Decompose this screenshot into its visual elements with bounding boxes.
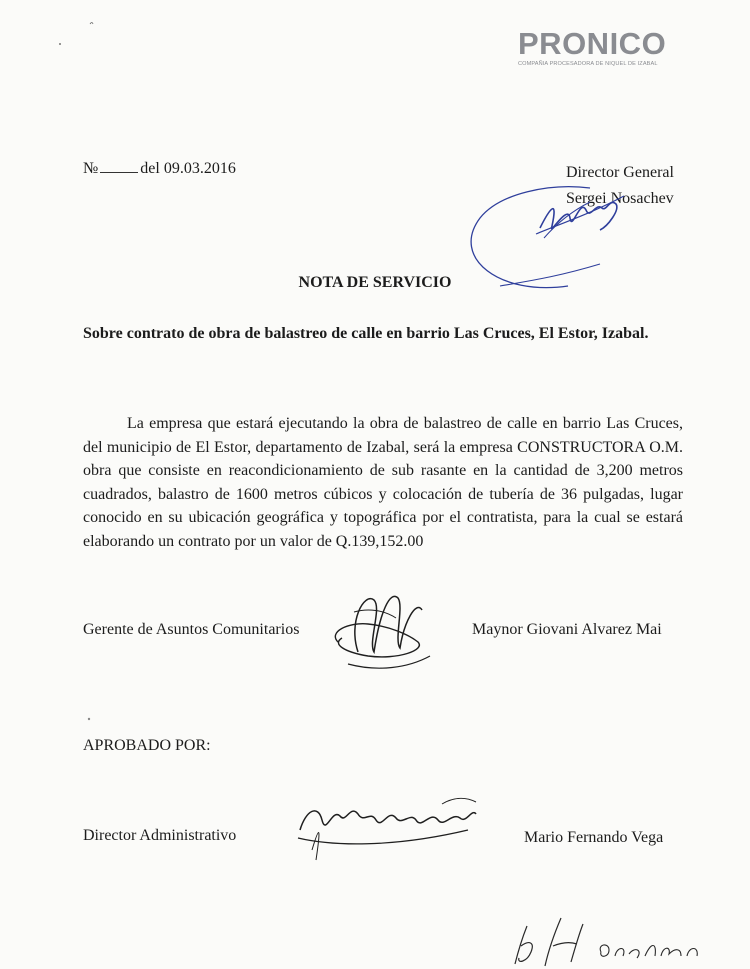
reference-number bbox=[83, 158, 236, 179]
logo-tagline: COMPAÑIA PROCESADORA DE NIQUEL DE IZABAL bbox=[518, 61, 658, 67]
number-blank-line bbox=[100, 158, 138, 173]
recipient-title: Director General bbox=[566, 164, 674, 181]
approved-by-label: APROBADO POR: bbox=[83, 737, 211, 754]
scan-mark bbox=[56, 18, 96, 48]
document-subject: Sobre contrato de obra de balastreo de calle en barrio Las Cruces, El Estor, Izabal. bbox=[83, 325, 649, 342]
signer2-signature bbox=[292, 790, 482, 875]
signer1-signature bbox=[318, 582, 438, 677]
handwritten-initials bbox=[505, 912, 715, 969]
signer1-role: Gerente de Asuntos Comunitarios bbox=[83, 621, 300, 638]
signer1-name: Maynor Giovani Alvarez Mai bbox=[472, 621, 662, 638]
logo-wordmark: PRONICO bbox=[518, 26, 667, 61]
document-date: del 09.03.2016 bbox=[140, 160, 236, 177]
document-body: La empresa que estará ejecutando la obra de balastreo de calle en barrio Las Cruces, del municipio de El Estor, departamento de Izabal, será la empresa CONSTRUCTORA O.M. obra que consiste en reacondicionamiento de sub rasante en la cantidad de 3,200 metros cuadrados, balastro de 1600 metros cúbicos y colocación de tubería de 36 pulgadas, lugar conocido en su ubicación geográfica y topográfica por el contratista, para la cual se estará elaborando un contrato por un valor de Q.139,152.00 bbox=[83, 415, 683, 550]
number-label: № bbox=[83, 160, 99, 177]
scan-dot bbox=[86, 716, 92, 722]
document-title: NOTA DE SERVICIO bbox=[298, 274, 452, 291]
signer2-name: Mario Fernando Vega bbox=[524, 829, 664, 846]
company-logo bbox=[518, 28, 683, 67]
recipient-name: Sergei Nosachev bbox=[566, 190, 674, 207]
signer2-role: Director Administrativo bbox=[83, 827, 237, 844]
